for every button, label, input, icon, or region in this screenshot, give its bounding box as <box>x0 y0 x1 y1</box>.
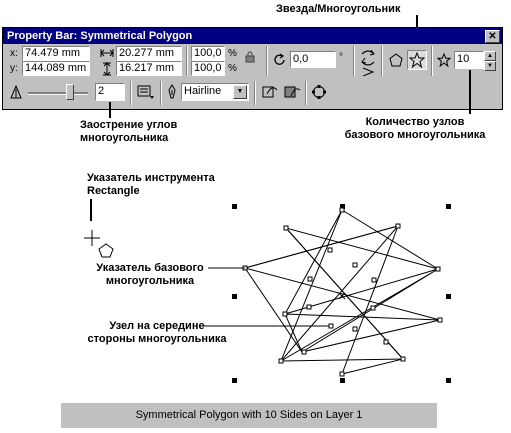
y-position-input[interactable]: 144.089 mm <box>22 61 90 76</box>
annotation-base-pointer-1: Указатель базового <box>96 262 204 274</box>
width-input[interactable]: 20.277 mm <box>116 46 182 61</box>
annotation-node-count-2: базового многоугольника <box>344 129 486 141</box>
outline-width-select[interactable]: Hairline <box>181 83 249 101</box>
x-label: x: <box>10 48 18 59</box>
scale-x-unit: % <box>228 48 237 59</box>
annotation-sharpness-2: многоугольника <box>80 132 169 144</box>
spin-up-icon[interactable]: ▲ <box>484 51 496 61</box>
annotation-pointer-2: Rectangle <box>87 185 140 197</box>
status-bar: Symmetrical Polygon with 10 Sides on Layer 1 <box>61 403 437 428</box>
rectangle-tool-pointer-icon <box>84 230 113 257</box>
annotation-node-count-1: Количество узлов <box>365 116 465 128</box>
y-label: y: <box>10 63 18 74</box>
window-title: Property Bar: Symmetrical Polygon <box>7 30 193 42</box>
scale-y-unit: % <box>228 63 237 74</box>
annotation-star-polygon: Звезда/Многоугольник <box>276 3 401 15</box>
scale-x-input[interactable]: 100,0 <box>191 46 225 61</box>
annotation-sharpness-1: Заострение углов <box>80 119 178 131</box>
sharpness-input[interactable]: 2 <box>95 83 125 101</box>
annotation-midnode-2: стороны многоугольника <box>87 333 227 345</box>
scale-y-input[interactable]: 100,0 <box>191 61 225 76</box>
annotation-base-pointer-2: многоугольника <box>105 275 195 287</box>
spin-down-icon[interactable]: ▼ <box>484 61 496 71</box>
close-icon: ✕ <box>488 31 497 42</box>
star-polygon-shape-extra <box>245 226 440 361</box>
chevron-down-icon[interactable]: ▼ <box>233 85 247 99</box>
points-input[interactable]: 10 <box>454 51 484 69</box>
annotation-midnode-1: Узел на середине <box>109 320 205 332</box>
height-input[interactable]: 16.217 mm <box>116 61 182 76</box>
x-position-input[interactable]: 74.479 mm <box>22 46 90 61</box>
annotation-pointer-1: Указатель инструмента <box>87 172 215 184</box>
rotation-unit: ° <box>339 52 343 63</box>
rotation-input[interactable]: 0,0 <box>290 51 336 68</box>
